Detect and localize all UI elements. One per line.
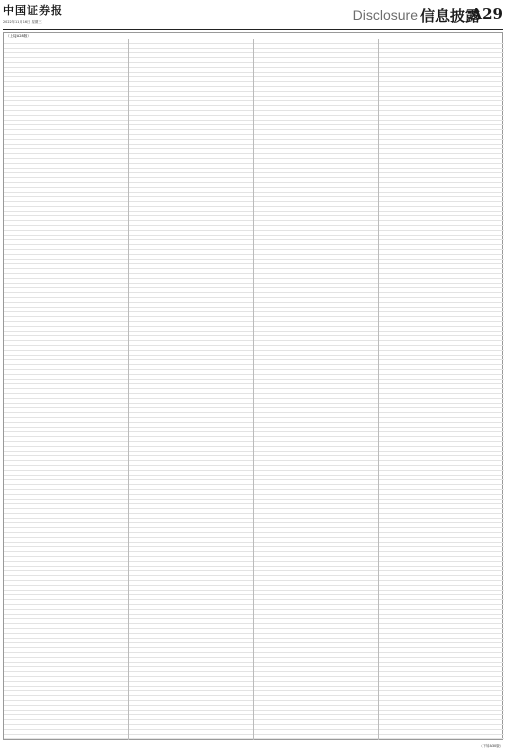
header-rule (3, 29, 503, 30)
table-column-1 (4, 39, 129, 740)
table-columns (4, 39, 504, 740)
table-column-4 (379, 39, 504, 740)
table-row (4, 735, 128, 740)
section-title-en: Disclosure (352, 7, 418, 23)
dateline: 2022年11月16日 星期三 (3, 20, 42, 24)
table-continuation-note: （上接A28版） (6, 34, 31, 38)
table-column-3 (254, 39, 379, 740)
disclosure-table (3, 32, 503, 740)
table-column-2 (129, 39, 254, 740)
table-row (254, 735, 378, 740)
page-number: A29 (470, 5, 503, 23)
section-title-cn: 信息披露 (419, 7, 480, 25)
newspaper-logo: 中国证券报 (3, 4, 63, 17)
table-row (129, 735, 253, 740)
